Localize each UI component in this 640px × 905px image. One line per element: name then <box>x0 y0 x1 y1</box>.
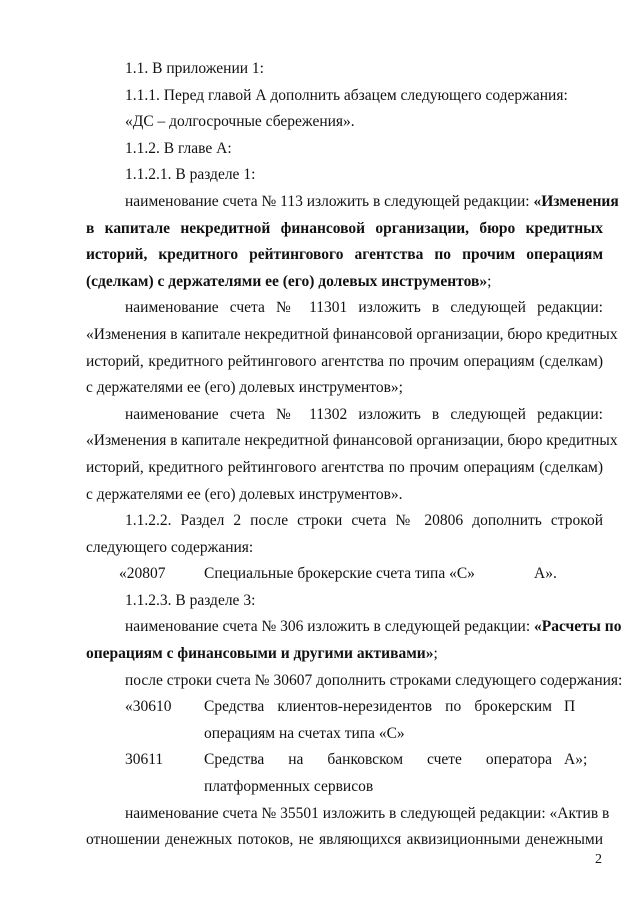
account-11301-line-1: наименование счета № 11301 изложить в следующей редакции: <box>125 299 603 317</box>
account-code: «20807 <box>119 565 166 583</box>
ds-definition: «ДС – долгосрочные сбережения». <box>125 113 355 131</box>
table-row-30611 <box>86 747 603 774</box>
account-code: 30611 <box>125 751 164 769</box>
account-35501-line-2: отношении денежных потоков, не являющихся аквизиционными денежными <box>86 831 603 849</box>
account-chapter: А»; <box>564 751 588 769</box>
account-113-new-name-end: (сделкам) с держателями ее (его) долевых инструментов» <box>86 272 488 290</box>
account-113-new-name-start: «Изменения <box>533 192 619 210</box>
account-113-line-3: историй, кредитного рейтингового агентства по прочим операциям <box>86 246 603 264</box>
account-name: Специальные брокерские счета типа «С» <box>204 565 475 583</box>
account-name-cont: операциям на счетах типа «С» <box>204 724 405 742</box>
table-row-30611-cont <box>86 774 603 801</box>
account-11302-line-2: «Изменения в капитале некредитной финансовой организации, бюро кредитных <box>86 432 618 450</box>
account-name-cont: платформенных сервисов <box>204 778 374 796</box>
item-1-1-2: 1.1.2. В главе А: <box>125 139 232 157</box>
table-row-30610 <box>86 694 603 721</box>
account-name: Средства клиентов-нерезидентов по брокерским <box>204 698 552 716</box>
account-113-line-2: в капитале некредитной финансовой организации, бюро кредитных <box>86 219 603 237</box>
item-1-1: 1.1. В приложении 1: <box>125 60 264 77</box>
document-body <box>86 56 623 854</box>
account-11301-line-4: с держателями ее (его) долевых инструментов»; <box>86 379 403 397</box>
account-306-semicolon: ; <box>433 645 438 663</box>
item-1-1-2-2-line-1: 1.1.2.2. Раздел 2 после строки счета № 20806 дополнить строкой <box>125 512 603 530</box>
account-113-line-4 <box>86 269 603 296</box>
account-11301-line-3: историй, кредитного рейтингового агентства по прочим операциям (сделкам) <box>86 352 603 370</box>
account-113-semicolon: ; <box>487 272 492 290</box>
account-306-prefix: наименование счета № 306 изложить в следующей редакции: <box>125 618 535 636</box>
account-306-line-1 <box>86 614 622 641</box>
account-113-prefix: наименование счета № 113 изложить в следующей редакции: <box>125 192 534 210</box>
account-306-line-2 <box>86 641 603 668</box>
account-306-new-name-end: операциям с финансовыми и другими активами» <box>86 645 434 663</box>
account-11302-line-1: наименование счета № 11302 изложить в следующей редакции: <box>125 405 603 423</box>
table-row-20807 <box>86 561 603 588</box>
item-1-1-1: 1.1.1. Перед главой А дополнить абзацем следующего содержания: <box>125 86 568 104</box>
account-11301-line-2: «Изменения в капитале некредитной финансовой организации, бюро кредитных <box>86 325 618 343</box>
account-306-new-name-start: «Расчеты по <box>534 618 622 636</box>
page-number: 2 <box>595 852 602 867</box>
table-row-30610-cont <box>86 721 603 748</box>
account-code: «30610 <box>125 698 172 716</box>
account-11302-line-4: с держателями ее (его) долевых инструментов». <box>86 485 403 503</box>
after-30607-instruction: после строки счета № 30607 дополнить строками следующего содержания: <box>125 671 623 689</box>
item-1-1-2-3: 1.1.2.3. В разделе 3: <box>125 591 256 609</box>
account-name: Средства на банковском счете оператора <box>204 751 552 769</box>
account-chapter: А». <box>534 565 557 583</box>
account-11302-line-3: историй, кредитного рейтингового агентства по прочим операциям (сделкам) <box>86 458 603 476</box>
item-1-1-2-1: 1.1.2.1. В разделе 1: <box>125 166 256 184</box>
account-113-line-1 <box>86 189 619 216</box>
account-chapter: П <box>564 698 576 716</box>
account-35501-line-1: наименование счета № 35501 изложить в следующей редакции: «Актив в <box>125 804 610 822</box>
item-1-1-2-2-line-2: следующего содержания: <box>86 538 254 556</box>
